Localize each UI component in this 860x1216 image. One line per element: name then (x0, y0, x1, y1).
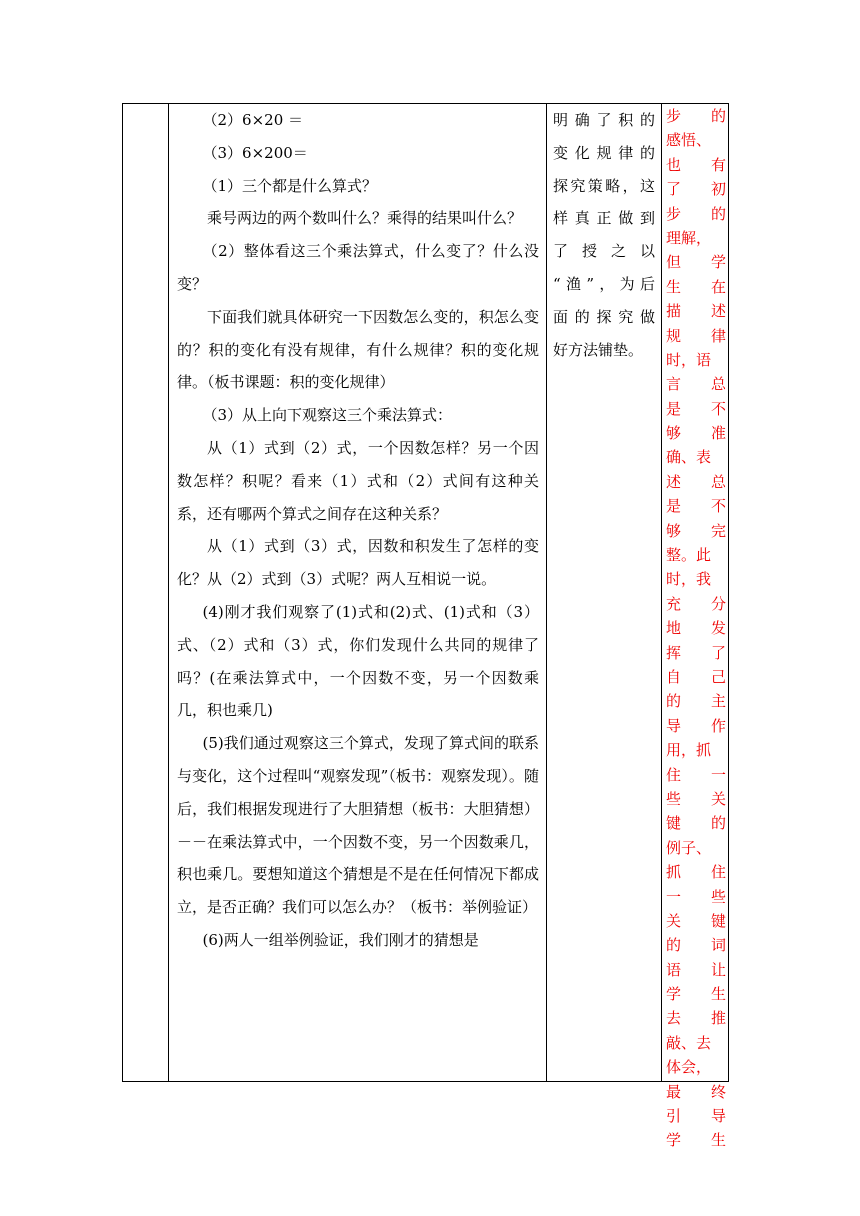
design-note-line: 了授之以 (553, 242, 655, 261)
reflection-line (666, 665, 726, 689)
reflection-text: 地 (666, 619, 682, 638)
reflection-line (666, 519, 726, 543)
reflection-line (666, 641, 726, 665)
reflection-text: 步 (666, 204, 682, 223)
reflection-text: 生 (666, 277, 682, 296)
reflection-text: 用，抓 (666, 741, 712, 760)
reflection-text: 终 (710, 1082, 726, 1101)
reflection-line (666, 592, 726, 616)
reflection-text: 词 (710, 936, 726, 955)
reflection-text: 一 (666, 887, 682, 906)
reflection-line (666, 1031, 726, 1055)
reflection-text: 生 (710, 985, 726, 1004)
reflection-text: 律 (710, 326, 726, 345)
reflection-text: 一 (710, 765, 726, 784)
reflection-text: 的 (666, 936, 682, 955)
reflection-text: 作 (710, 716, 726, 735)
teaching-paragraph: 从（1）式到（3）式，因数和积发生了怎样的变化？从（2）式到（3）式呢？两人互相说一说。 (177, 537, 539, 589)
reflection-text: 住 (710, 863, 726, 882)
reflection-text: 感悟、 (666, 131, 712, 150)
reflection-text: 描 (666, 302, 682, 321)
reflection-text: 是 (666, 497, 682, 516)
reflection-text: 学 (666, 1131, 682, 1150)
design-note-line: “渔”，为后 (553, 274, 655, 293)
reflection-line (666, 494, 726, 518)
reflection-line (666, 909, 726, 933)
reflection-line (666, 226, 726, 250)
reflection-text: 导 (710, 1107, 726, 1126)
reflection-line (666, 958, 726, 982)
teaching-paragraph: （2）6×20 ＝ (202, 111, 304, 129)
reflection-line (666, 885, 726, 909)
reflection-text: 的 (710, 204, 726, 223)
reflection-line (666, 202, 726, 226)
reflection-text: 够 (666, 424, 682, 443)
reflection-line (666, 787, 726, 811)
reflection-text: 生 (710, 1131, 726, 1150)
column-divider (661, 104, 662, 1081)
reflection-text: 述 (666, 472, 682, 491)
reflection-text: 理解， (666, 228, 712, 247)
reflection-text: 些 (666, 789, 682, 808)
reflection-text: 在 (710, 277, 726, 296)
reflection-text: 例子、 (666, 838, 712, 857)
reflection-line (666, 714, 726, 738)
design-note-line: 变化规律的 (553, 143, 655, 162)
design-intent-cell (550, 104, 658, 366)
reflection-text: 时，语 (666, 350, 712, 369)
reflection-text: 准 (710, 424, 726, 443)
reflection-line (666, 299, 726, 323)
reflection-text: 是 (666, 399, 682, 418)
reflection-text: 抓 (666, 863, 682, 882)
reflection-text: 最 (666, 1082, 682, 1101)
reflection-text: 键 (710, 911, 726, 930)
reflection-text: 去 (666, 1009, 682, 1028)
reflection-line (666, 1055, 726, 1079)
reflection-text: 整。此 (666, 546, 712, 565)
reflection-text: 关 (710, 789, 726, 808)
teaching-paragraph: 乘号两边的两个数叫什么？乘得的结果叫什么？ (207, 209, 523, 228)
reflection-text: 也 (666, 155, 682, 174)
reflection-text: 键 (666, 814, 682, 833)
reflection-line (666, 250, 726, 274)
design-note-line: 明确了积的 (553, 111, 655, 129)
reflection-text: 了 (710, 643, 726, 662)
reflection-line (666, 811, 726, 835)
reflection-text: 述 (710, 302, 726, 321)
reflection-line (666, 738, 726, 762)
reflection-text: 的 (710, 814, 726, 833)
reflection-text: 体会， (666, 1058, 712, 1077)
reflection-line (666, 397, 726, 421)
teaching-paragraph: (4)刚才我们观察了(1)式和(2)式、(1)式和（3）式、（2）式和（3）式，你们发现什么共同的规律了吗？(在乘法算式中，一个因数不变，另一个因数乘几，积也乘几) (177, 602, 539, 720)
reflection-line (666, 1080, 726, 1104)
reflection-line (666, 104, 726, 128)
reflection-text: 语 (666, 960, 682, 979)
reflection-text: 住 (666, 765, 682, 784)
teaching-paragraph: 下面我们就具体研究一下因数怎么变的，积怎么变的？积的变化有没有规律，有什么规律？积的变化规律。（板书课题：积的变化规律） (177, 307, 539, 392)
reflection-text: 时，我 (666, 570, 712, 589)
reflection-text: 自 (666, 667, 682, 686)
reflection-line (666, 1128, 726, 1152)
reflection-text: 推 (710, 1009, 726, 1028)
teaching-paragraph: 从（1）式到（2）式，一个因数怎样？另一个因数怎样？积呢？看来（1）式和（2）式间有这种关系，还有哪两个算式之间存在这种关系？ (177, 438, 539, 523)
reflection-cell (664, 104, 728, 1153)
design-note-line: 样真正做到 (553, 209, 655, 228)
reflection-text: 不 (710, 399, 726, 418)
reflection-line (666, 153, 726, 177)
reflection-text: 确、表 (666, 448, 712, 467)
reflection-line (666, 372, 726, 396)
reflection-line (666, 421, 726, 445)
reflection-line (666, 324, 726, 348)
teaching-paragraph: （2）整体看这三个乘法算式，什么变了？什么没变？ (177, 242, 539, 293)
reflection-line (666, 1006, 726, 1030)
reflection-text: 挥 (666, 643, 682, 662)
reflection-text: 己 (710, 667, 726, 686)
reflection-text: 的 (710, 107, 726, 125)
reflection-line (666, 445, 726, 469)
column-divider (168, 104, 169, 1081)
reflection-line (666, 689, 726, 713)
reflection-line (666, 836, 726, 860)
teaching-paragraph: （1）三个都是什么算式？ (202, 176, 378, 195)
reflection-line (666, 128, 726, 152)
reflection-text: 不 (710, 497, 726, 516)
reflection-text: 些 (710, 887, 726, 906)
reflection-text: 够 (666, 521, 682, 540)
teaching-paragraph: (5)我们通过观察这三个算式，发现了算式间的联系与变化，这个过程叫“观察发现”（板书：观察发现）。随后，我们根据发现进行了大胆猜想（板书：大胆猜想）－－在乘法算式中，一个因数不变，另一个因数乘几，积也乘几。要想知道这个猜想是不是在任何情况下都成立，是否正确？我们可以怎么办？（板书：举例验证） (177, 734, 539, 917)
teaching-paragraph: （3）从上向下观察这三个乘法算式： (202, 406, 453, 425)
reflection-line (666, 470, 726, 494)
reflection-text: 总 (710, 472, 726, 491)
design-note-line: 好方法铺垫。 (553, 340, 644, 359)
reflection-line (666, 933, 726, 957)
reflection-line (666, 982, 726, 1006)
column-divider (546, 104, 547, 1081)
reflection-text: 总 (710, 375, 726, 394)
reflection-text: 言 (666, 375, 682, 394)
reflection-text: 初 (710, 180, 726, 199)
reflection-line (666, 763, 726, 787)
reflection-text: 但 (666, 253, 682, 272)
reflection-text: 发 (710, 619, 726, 638)
reflection-line (666, 616, 726, 640)
design-note-line: 面的探究做 (553, 307, 655, 326)
reflection-text: 主 (710, 692, 726, 711)
reflection-text: 有 (710, 155, 726, 174)
reflection-line (666, 275, 726, 299)
reflection-text: 学 (710, 253, 726, 272)
reflection-text: 引 (666, 1107, 682, 1126)
teaching-process-cell (171, 104, 545, 957)
reflection-text: 了 (666, 180, 682, 199)
reflection-text: 敲、去 (666, 1033, 712, 1052)
reflection-text: 的 (666, 692, 682, 711)
lesson-table (122, 103, 729, 1150)
teaching-paragraph: （3）6×200＝ (202, 143, 308, 162)
reflection-text: 让 (710, 960, 726, 979)
reflection-line (666, 567, 726, 591)
reflection-line (666, 348, 726, 372)
reflection-line (666, 543, 726, 567)
reflection-text: 完 (710, 521, 726, 540)
reflection-text: 充 (666, 594, 682, 613)
reflection-line (666, 1104, 726, 1128)
teaching-paragraph: (6)两人一组举例验证，我们刚才的猜想是 (202, 930, 479, 949)
design-note-line: 探究策略，这 (553, 176, 655, 195)
reflection-text: 规 (666, 326, 682, 345)
reflection-line (666, 860, 726, 884)
reflection-text: 学 (666, 985, 682, 1004)
reflection-line (666, 177, 726, 201)
reflection-text: 导 (666, 716, 682, 735)
reflection-text: 关 (666, 911, 682, 930)
reflection-text: 步 (666, 107, 682, 125)
reflection-text: 分 (710, 594, 726, 613)
